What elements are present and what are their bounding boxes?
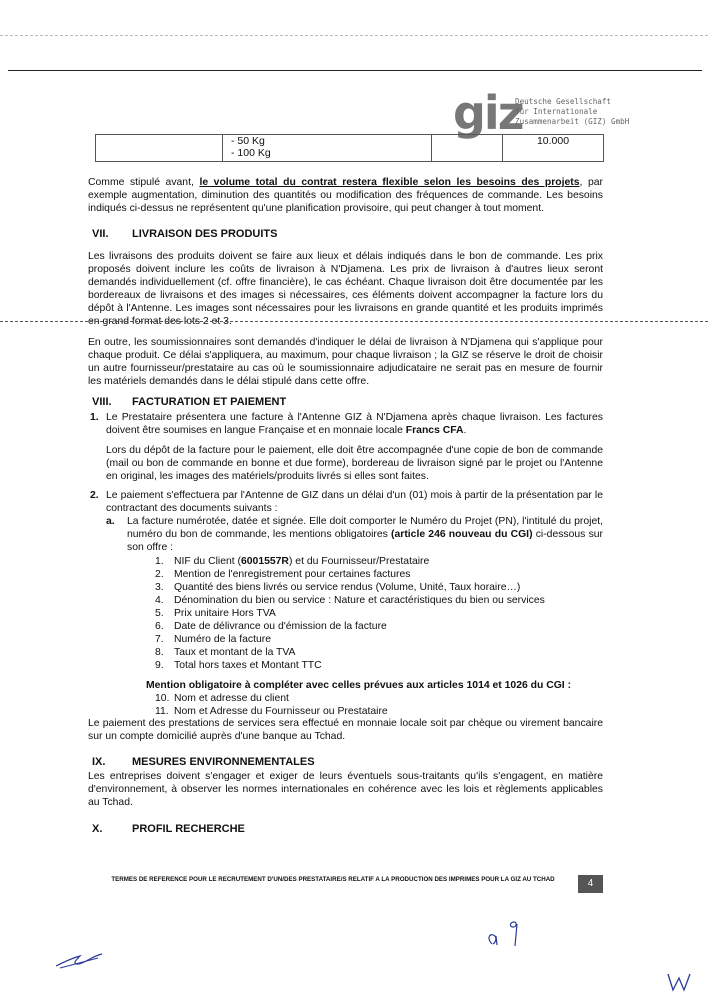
list-number: 9. [155,660,164,671]
list-number: 8. [155,647,164,658]
section-title: FACTURATION ET PAIEMENT [132,396,287,408]
section-heading-vii [92,228,277,240]
mention-heading: Mention obligatoire à compléter avec celles prévues aux articles 1014 et 1026 du CGI : [146,680,572,691]
header-rule [8,70,702,71]
logo-mark: giz [453,86,523,140]
intro-text: , par exemple augmentation, diminution des quantités ou modification des fréquences de commande. Les besoins indiqués ci-dessus ne représentent qu'une planification provisoire, qui peut changer à tout moment. [88,177,603,214]
section-heading-x [92,823,245,835]
additional-mentions-list [155,692,595,718]
list-text: Date de délivrance ou d'émission de la facture [174,621,387,632]
currency: Francs CFA [405,425,464,436]
intro-paragraph [88,176,603,215]
list-text: Prix unitaire Hors TVA [174,608,276,619]
article-reference: (article 246 nouveau du CGI) [391,529,533,540]
list-number: 11. [155,706,169,717]
mandatory-mentions-list [155,555,595,672]
logo-line: für Internationale [515,107,598,116]
section-number: VII. [92,228,109,240]
section-heading-ix [92,756,315,768]
table-cell-quantity: 10.000 [503,135,604,162]
quantity-table [95,134,604,162]
handwritten-note [480,912,530,952]
invoice-requirements [127,515,603,554]
list-number: 6. [155,621,164,632]
list-item [155,659,595,672]
intro-underlined: le volume total du contrat restera flexible selon les besoins des projets [199,177,580,188]
nif-number: 6001557R [240,556,289,567]
list-text: Mention de l'enregistrement pour certaines factures [174,569,411,580]
section-title: PROFIL RECHERCHE [132,823,245,835]
list-text: Nom et adresse du client [174,693,289,704]
list-text: ) et du Fournisseur/Prestataire [288,556,430,567]
list-text: Dénomination du bien ou service : Nature et caractéristiques du bien ou services [174,595,545,606]
list-item [155,555,595,568]
payment-closing-paragraph: Le paiement des prestations de services sera effectué en monnaie locale soit par chèque ou virement bancaire sur un compte domicilié auprès d'une banque au Tchad. [88,718,603,742]
section-number: X. [92,823,103,835]
sub-item-letter: a. [106,516,115,527]
logo-line: Deutsche Gesellschaft [515,97,612,106]
list-item [155,607,595,620]
section-title: MESURES ENVIRONNEMENTALES [132,756,315,768]
item-text: . [463,425,467,436]
list-item [155,594,595,607]
list-text: Taux et montant de la TVA [174,647,296,658]
footer-title: TERMES DE REFERENCE POUR LE RECRUTEMENT D'UN/DES PRESTATAIRE/S RELATIF A LA PRODUCTION DES IMPRIMES POUR LA GIZ AU TCHAD [111,876,555,883]
list-number: 1. [155,556,164,567]
page-footer [95,876,605,894]
list-item [155,581,595,594]
billing-item-2: Le paiement s'effectuera par l'Antenne de GIZ dans un délai d'un (01) mois à partir de la présentation par le contractant des documents suivants : [106,490,603,514]
list-number: 5. [155,608,164,619]
item-text: La facture numérotée, datée et signée. Elle doit comporter le Numéro du Projet (PN), l'intitulé du projet, numéro du bon de commande, les mentions obligatoires [127,516,603,540]
intro-text: Comme stipulé avant, [88,177,200,188]
page-number: 4 [578,875,603,893]
logo-text [515,97,629,127]
scan-artifact-line [0,321,708,322]
handwritten-signature [52,948,108,972]
list-text: Numéro de la facture [174,634,272,645]
delivery-paragraph-2: En outre, les soumissionnaires sont demandés d'indiquer le délai de livraison à N'Djamena qui s'applique pour chaque produit. Ce délai s'appliquera, au maximum, pour chaque livraison ; la GIZ se réserve le droit de choisir un autre fournisseur/prestataire au cas où le soumissionnaire adjudicataire ne serait pas en mesure de fournir les matériels demandés dans le délai stipulé dans cette offre. [88,337,603,387]
delivery-paragraph-1: Les livraisons des produits doivent se faire aux lieux et délais indiqués dans le bon de commande. Les prix proposés doivent inclure les coûts de livraison à N'Djamena. Les prix de livraison à d'autres lieux seront demandés individuellement (cf. offre financière), le cas échéant. Chaque livraison doit être documentée par les bordereaux de livraisons et des images si nécessaires, ces éléments doivent accompagner la facture lors du dépôt à l'Antenne. Les images sont nécessaires pour les livraisons en grande quantité et les produits imprimés en grand format des lots 2 et 3. [88,251,603,327]
section-number: IX. [92,756,106,768]
weight-item: - 50 Kg [227,135,427,147]
environment-paragraph: Les entreprises doivent s'engager et exiger de leurs éventuels sous-traitants qu'ils s'engagent, en matière d'environnement, à observer les normes internationales en cohérence avec les lois et règlements applicables au Tchad. [88,771,603,808]
item-text: Le Prestataire présentera une facture à l'Antenne GIZ à N'Djamena après chaque livraison. Les factures doivent être soumises en langue Française et en monnaie locale [106,412,603,436]
section-title: LIVRAISON DES PRODUITS [132,228,278,240]
item-text: ci-dessous sur son offre : [127,529,603,553]
section-heading-viii [92,396,286,408]
handwritten-initial [664,970,694,994]
weight-item: - 100 Kg [227,147,427,159]
list-item [155,646,595,659]
list-text: Nom et Adresse du Fournisseur ou Prestataire [174,706,388,717]
list-item [155,568,595,581]
item-number: 2. [90,490,99,501]
billing-item-1 [106,411,603,437]
item-number: 1. [90,412,99,423]
list-text: Quantité des biens livrés ou service rendus (Volume, Unité, Taux horaire…) [174,582,521,593]
list-number: 10. [155,693,170,704]
table-cell-weights [223,135,432,162]
list-text: NIF du Client ( [174,556,241,567]
logo-line: Zusammenarbeit (GIZ) GmbH [515,117,630,126]
scan-artifact-line [0,35,708,36]
giz-logo [453,86,703,140]
billing-item-1-detail: Lors du dépôt de la facture pour le paiement, elle doit être accompagnée d'une copie de bon de commande (mail ou bon de commande en bonne et due forme), bordereau de livraison signé par le projet ou l'Antenne en original, les images des matériels/produits livrés si elles sont faites. [106,445,603,482]
table-row [96,135,604,162]
list-item [155,633,595,646]
list-number: 2. [155,569,164,580]
section-number: VIII. [92,396,112,408]
table-cell [432,135,503,162]
list-item [155,620,595,633]
list-item [155,692,595,705]
list-text: Total hors taxes et Montant TTC [174,660,322,671]
list-number: 3. [155,582,164,593]
table-cell [96,135,223,162]
list-number: 7. [155,634,164,645]
list-number: 4. [155,595,164,606]
